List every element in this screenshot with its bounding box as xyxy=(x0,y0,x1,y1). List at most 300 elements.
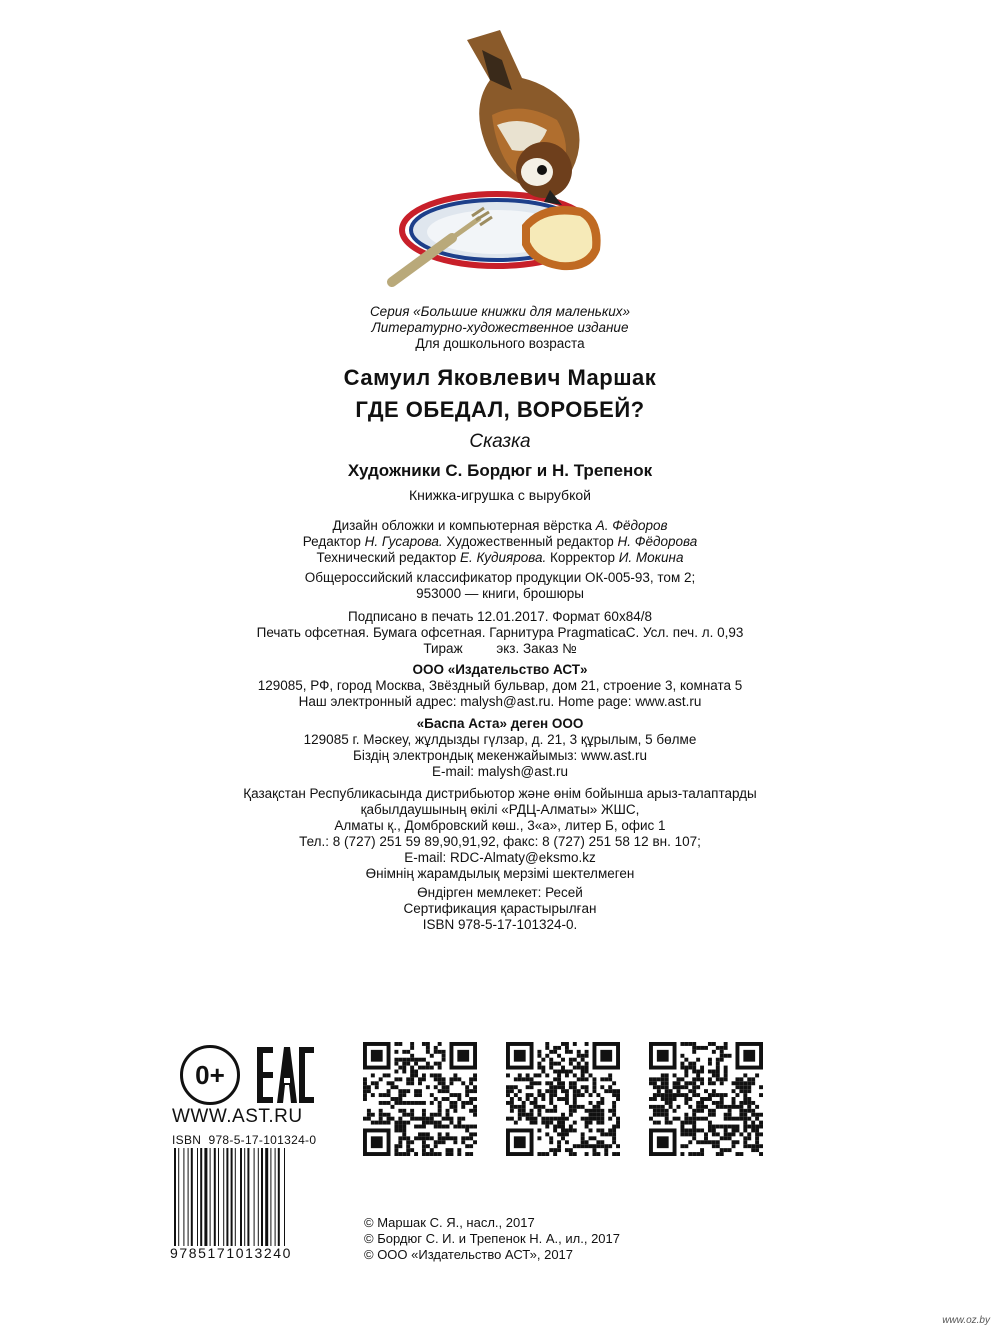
qr-module xyxy=(720,1058,724,1062)
qr-module xyxy=(545,1089,549,1093)
qr-module xyxy=(692,1050,696,1054)
qr-module xyxy=(653,1109,657,1113)
qr-module xyxy=(406,1113,410,1117)
qr-module xyxy=(406,1081,410,1085)
qr-module xyxy=(410,1054,414,1058)
qr-module xyxy=(708,1077,712,1081)
qr-module xyxy=(518,1089,522,1093)
qr-finder xyxy=(371,1050,383,1062)
qr-module xyxy=(653,1097,657,1101)
qr-module xyxy=(534,1105,538,1109)
qr-module xyxy=(677,1105,681,1109)
qr-module xyxy=(728,1054,732,1058)
qr-module xyxy=(514,1105,518,1109)
qr-module xyxy=(696,1140,700,1144)
qr-module xyxy=(581,1144,585,1148)
qr-module xyxy=(720,1105,724,1109)
qr-module xyxy=(704,1046,708,1050)
qr-module xyxy=(680,1054,684,1058)
qr-module xyxy=(743,1097,747,1101)
qr-module xyxy=(418,1058,422,1062)
qr-module xyxy=(545,1054,549,1058)
qr-module xyxy=(422,1144,426,1148)
qr-module xyxy=(398,1097,402,1101)
qr-module xyxy=(522,1109,526,1113)
qr-module xyxy=(728,1113,732,1117)
qr-module xyxy=(402,1093,406,1097)
qr-module xyxy=(680,1152,684,1156)
qr-module xyxy=(569,1050,573,1054)
qr-module xyxy=(608,1073,612,1077)
qr-module xyxy=(751,1081,755,1085)
qr-module xyxy=(418,1093,422,1097)
qr-module xyxy=(434,1121,438,1125)
qr-module xyxy=(712,1050,716,1054)
qr-module xyxy=(541,1121,545,1125)
qr-module xyxy=(561,1136,565,1140)
qr-module xyxy=(549,1148,553,1152)
qr-module xyxy=(398,1128,402,1132)
qr-module xyxy=(677,1117,681,1121)
qr-module xyxy=(759,1113,763,1117)
qr-module xyxy=(596,1109,600,1113)
qr-module xyxy=(684,1113,688,1117)
qr-module xyxy=(704,1097,708,1101)
qr-module xyxy=(422,1109,426,1113)
qr-module xyxy=(363,1085,367,1089)
qr-module xyxy=(712,1042,716,1046)
qr-module xyxy=(720,1152,724,1156)
qr-module xyxy=(410,1058,414,1062)
qr-module xyxy=(530,1077,534,1081)
qr-module xyxy=(537,1066,541,1070)
qr-module xyxy=(708,1070,712,1074)
qr-module xyxy=(545,1109,549,1113)
qr-module xyxy=(549,1136,553,1140)
barcode-bar xyxy=(265,1148,268,1246)
qr-module xyxy=(743,1117,747,1121)
qr-module xyxy=(653,1081,657,1085)
qr-module xyxy=(442,1140,446,1144)
qr-module xyxy=(394,1125,398,1129)
qr-module xyxy=(724,1077,728,1081)
qr-module xyxy=(592,1077,596,1081)
qr-module xyxy=(720,1136,724,1140)
qr-module xyxy=(461,1125,465,1129)
qr-module xyxy=(442,1097,446,1101)
qr-module xyxy=(612,1093,616,1097)
qr-module xyxy=(657,1121,661,1125)
qr-module xyxy=(743,1136,747,1140)
qr-module xyxy=(661,1081,665,1085)
qr-module xyxy=(387,1101,391,1105)
qr-module xyxy=(680,1125,684,1129)
qr-module xyxy=(545,1117,549,1121)
qr-module xyxy=(465,1136,469,1140)
qr-module xyxy=(616,1089,620,1093)
qr-module xyxy=(565,1046,569,1050)
qr-module xyxy=(406,1101,410,1105)
qr-module xyxy=(473,1085,477,1089)
qr-module xyxy=(739,1105,743,1109)
qr-module xyxy=(557,1140,561,1144)
qr-module xyxy=(526,1073,530,1077)
qr-module xyxy=(565,1101,569,1105)
qr-code[interactable] xyxy=(649,1042,763,1156)
qr-module xyxy=(739,1101,743,1105)
barcode-bar xyxy=(210,1148,211,1246)
qr-module xyxy=(585,1050,589,1054)
qr-module xyxy=(453,1140,457,1144)
qr-module xyxy=(692,1066,696,1070)
qr-module xyxy=(469,1077,473,1081)
qr-module xyxy=(438,1077,442,1081)
qr-module xyxy=(692,1125,696,1129)
qr-module xyxy=(604,1152,608,1156)
qr-module xyxy=(561,1117,565,1121)
qr-module xyxy=(596,1113,600,1117)
qr-module xyxy=(596,1117,600,1121)
qr-module xyxy=(759,1125,763,1129)
qr-module xyxy=(739,1077,743,1081)
qr-module xyxy=(728,1125,732,1129)
qr-module xyxy=(739,1152,743,1156)
qr-module xyxy=(680,1121,684,1125)
qr-module xyxy=(434,1050,438,1054)
qr-module xyxy=(581,1070,585,1074)
qr-module xyxy=(506,1093,510,1097)
qr-module xyxy=(402,1101,406,1105)
qr-module xyxy=(696,1073,700,1077)
qr-module xyxy=(669,1101,673,1105)
qr-module xyxy=(422,1132,426,1136)
qr-module xyxy=(724,1054,728,1058)
qr-module xyxy=(573,1085,577,1089)
qr-code[interactable] xyxy=(363,1042,477,1156)
genre: Сказка xyxy=(469,431,531,452)
qr-module xyxy=(573,1109,577,1113)
qr-module xyxy=(406,1136,410,1140)
qr-module xyxy=(704,1105,708,1109)
qr-module xyxy=(577,1105,581,1109)
qr-module xyxy=(367,1089,371,1093)
qr-module xyxy=(716,1125,720,1129)
qr-module xyxy=(537,1136,541,1140)
qr-module xyxy=(363,1093,367,1097)
qr-module xyxy=(589,1109,593,1113)
qr-module xyxy=(692,1046,696,1050)
qr-module xyxy=(585,1054,589,1058)
qr-module xyxy=(653,1113,657,1117)
qr-module xyxy=(553,1070,557,1074)
qr-module xyxy=(608,1077,612,1081)
copyright-line: © ООО «Издательство АСТ», 2017 xyxy=(364,1247,574,1262)
qr-module xyxy=(473,1073,477,1077)
qr-module xyxy=(657,1085,661,1089)
qr-module xyxy=(530,1117,534,1121)
qr-module xyxy=(657,1077,661,1081)
barcode-bar xyxy=(258,1148,259,1246)
qr-module xyxy=(684,1117,688,1121)
qr-module xyxy=(688,1097,692,1101)
qr-module xyxy=(612,1081,616,1085)
qr-module xyxy=(442,1125,446,1129)
qr-finder xyxy=(514,1136,526,1148)
qr-module xyxy=(406,1144,410,1148)
qr-module xyxy=(728,1148,732,1152)
qr-module xyxy=(684,1066,688,1070)
qr-module xyxy=(581,1073,585,1077)
qr-module xyxy=(446,1148,450,1152)
qr-module xyxy=(720,1093,724,1097)
qr-module xyxy=(612,1152,616,1156)
qr-module xyxy=(379,1077,383,1081)
qr-module xyxy=(577,1054,581,1058)
qr-module xyxy=(442,1089,446,1093)
qr-module xyxy=(720,1097,724,1101)
qr-module xyxy=(449,1121,453,1125)
qr-module xyxy=(708,1140,712,1144)
qr-module xyxy=(553,1152,557,1156)
qr-module xyxy=(398,1140,402,1144)
qr-module xyxy=(379,1117,383,1121)
qr-module xyxy=(553,1148,557,1152)
qr-module xyxy=(414,1136,418,1140)
qr-module xyxy=(391,1105,395,1109)
qr-module xyxy=(553,1046,557,1050)
qr-module xyxy=(410,1081,414,1085)
qr-module xyxy=(406,1058,410,1062)
qr-module xyxy=(514,1085,518,1089)
barcode-bar xyxy=(275,1148,276,1246)
qr-module xyxy=(553,1105,557,1109)
qr-module xyxy=(755,1144,759,1148)
qr-module xyxy=(724,1148,728,1152)
qr-module xyxy=(537,1073,541,1077)
qr-module xyxy=(596,1144,600,1148)
qr-module xyxy=(692,1132,696,1136)
qr-module xyxy=(545,1152,549,1156)
qr-module xyxy=(739,1117,743,1121)
qr-module xyxy=(743,1140,747,1144)
qr-module xyxy=(581,1077,585,1081)
qr-module xyxy=(577,1050,581,1054)
qr-module xyxy=(649,1117,653,1121)
qr-module xyxy=(724,1042,728,1046)
qr-module xyxy=(704,1140,708,1144)
qr-module xyxy=(704,1117,708,1121)
qr-module xyxy=(600,1113,604,1117)
qr-module xyxy=(569,1125,573,1129)
qr-module xyxy=(589,1121,593,1125)
qr-module xyxy=(684,1101,688,1105)
qr-module xyxy=(677,1077,681,1081)
qr-module xyxy=(573,1121,577,1125)
qr-module xyxy=(684,1070,688,1074)
barcode-bar xyxy=(247,1148,249,1246)
qr-module xyxy=(557,1062,561,1066)
qr-module xyxy=(600,1140,604,1144)
qr-module xyxy=(692,1152,696,1156)
qr-module xyxy=(747,1125,751,1129)
qr-module xyxy=(565,1070,569,1074)
qr-module xyxy=(692,1136,696,1140)
qr-module xyxy=(430,1101,434,1105)
qr-module xyxy=(751,1121,755,1125)
qr-module xyxy=(747,1132,751,1136)
qr-module xyxy=(453,1073,457,1077)
qr-module xyxy=(565,1117,569,1121)
qr-module xyxy=(430,1113,434,1117)
qr-module xyxy=(585,1066,589,1070)
qr-module xyxy=(565,1140,569,1144)
qr-module xyxy=(438,1042,442,1046)
qr-module xyxy=(557,1144,561,1148)
qr-module xyxy=(461,1136,465,1140)
qr-module xyxy=(418,1136,422,1140)
qr-module xyxy=(735,1085,739,1089)
qr-module xyxy=(747,1136,751,1140)
qr-module xyxy=(549,1140,553,1144)
qr-module xyxy=(406,1050,410,1054)
qr-module xyxy=(657,1105,661,1109)
qr-module xyxy=(410,1148,414,1152)
qr-module xyxy=(661,1077,665,1081)
qr-module xyxy=(510,1105,514,1109)
qr-module xyxy=(549,1093,553,1097)
qr-module xyxy=(708,1093,712,1097)
qr-module xyxy=(379,1109,383,1113)
qr-finder xyxy=(657,1050,669,1062)
qr-module xyxy=(735,1081,739,1085)
qr-module xyxy=(565,1148,569,1152)
qr-module xyxy=(379,1113,383,1117)
qr-module xyxy=(557,1046,561,1050)
qr-module xyxy=(747,1105,751,1109)
qr-module xyxy=(553,1117,557,1121)
qr-module xyxy=(398,1109,402,1113)
qr-module xyxy=(673,1093,677,1097)
qr-module xyxy=(422,1113,426,1117)
qr-finder xyxy=(457,1050,469,1062)
qr-module xyxy=(747,1144,751,1148)
qr-module xyxy=(716,1070,720,1074)
qr-module xyxy=(688,1105,692,1109)
qr-module xyxy=(665,1093,669,1097)
qr-module xyxy=(649,1097,653,1101)
sparrow-plate-illustration xyxy=(372,20,622,300)
qr-module xyxy=(418,1077,422,1081)
qr-module xyxy=(394,1058,398,1062)
qr-module xyxy=(680,1077,684,1081)
qr-finder xyxy=(371,1136,383,1148)
qr-module xyxy=(522,1101,526,1105)
qr-module xyxy=(712,1070,716,1074)
qr-module xyxy=(426,1136,430,1140)
qr-module xyxy=(446,1132,450,1136)
qr-module xyxy=(410,1140,414,1144)
publisher-kz-name: «Баспа Аста» деген ООО xyxy=(416,716,584,731)
qr-module xyxy=(446,1125,450,1129)
qr-module xyxy=(573,1089,577,1093)
qr-code[interactable] xyxy=(506,1042,620,1156)
qr-module xyxy=(665,1073,669,1077)
qr-module xyxy=(720,1046,724,1050)
qr-module xyxy=(684,1097,688,1101)
qr-module xyxy=(434,1113,438,1117)
qr-module xyxy=(708,1062,712,1066)
qr-module xyxy=(371,1113,375,1117)
qr-module xyxy=(604,1132,608,1136)
qr-module xyxy=(700,1105,704,1109)
qr-module xyxy=(473,1132,477,1136)
qr-module xyxy=(692,1113,696,1117)
qr-module xyxy=(453,1105,457,1109)
qr-module xyxy=(724,1046,728,1050)
qr-module xyxy=(616,1117,620,1121)
qr-module xyxy=(592,1152,596,1156)
qr-module xyxy=(553,1125,557,1129)
qr-module xyxy=(665,1101,669,1105)
qr-module xyxy=(383,1073,387,1077)
qr-module xyxy=(680,1085,684,1089)
qr-module xyxy=(735,1105,739,1109)
qr-module xyxy=(438,1066,442,1070)
qr-module xyxy=(473,1140,477,1144)
qr-module xyxy=(596,1121,600,1125)
qr-module xyxy=(534,1081,538,1085)
qr-module xyxy=(434,1077,438,1081)
copyright-line: © Маршак С. Я., насл., 2017 xyxy=(364,1215,535,1230)
qr-module xyxy=(747,1077,751,1081)
qr-module xyxy=(557,1148,561,1152)
qr-module xyxy=(581,1054,585,1058)
qr-module xyxy=(457,1121,461,1125)
qr-module xyxy=(739,1132,743,1136)
qr-module xyxy=(410,1066,414,1070)
qr-finder xyxy=(743,1050,755,1062)
barcode-bar xyxy=(284,1148,285,1246)
qr-module xyxy=(545,1125,549,1129)
qr-module xyxy=(673,1097,677,1101)
qr-module xyxy=(518,1117,522,1121)
qr-module xyxy=(387,1093,391,1097)
qr-module xyxy=(465,1128,469,1132)
qr-module xyxy=(704,1136,708,1140)
qr-module xyxy=(755,1136,759,1140)
barcode-bar xyxy=(214,1148,216,1246)
qr-module xyxy=(383,1121,387,1125)
qr-module xyxy=(673,1073,677,1077)
qr-module xyxy=(426,1066,430,1070)
book-title: ГДЕ ОБЕДАЛ, ВОРОБЕЙ? xyxy=(355,397,645,422)
qr-module xyxy=(747,1097,751,1101)
qr-module xyxy=(387,1113,391,1117)
qr-module xyxy=(549,1097,553,1101)
qr-module xyxy=(453,1077,457,1081)
qr-module xyxy=(557,1085,561,1089)
qr-module xyxy=(696,1085,700,1089)
qr-module xyxy=(537,1105,541,1109)
qr-module xyxy=(688,1081,692,1085)
qr-module xyxy=(430,1148,434,1152)
qr-module xyxy=(461,1105,465,1109)
qr-module xyxy=(612,1140,616,1144)
qr-module xyxy=(545,1121,549,1125)
distributor-line: Өнімнің жарамдылық мерзімі шектелмеген xyxy=(365,866,635,881)
qr-module xyxy=(743,1125,747,1129)
qr-module xyxy=(716,1058,720,1062)
